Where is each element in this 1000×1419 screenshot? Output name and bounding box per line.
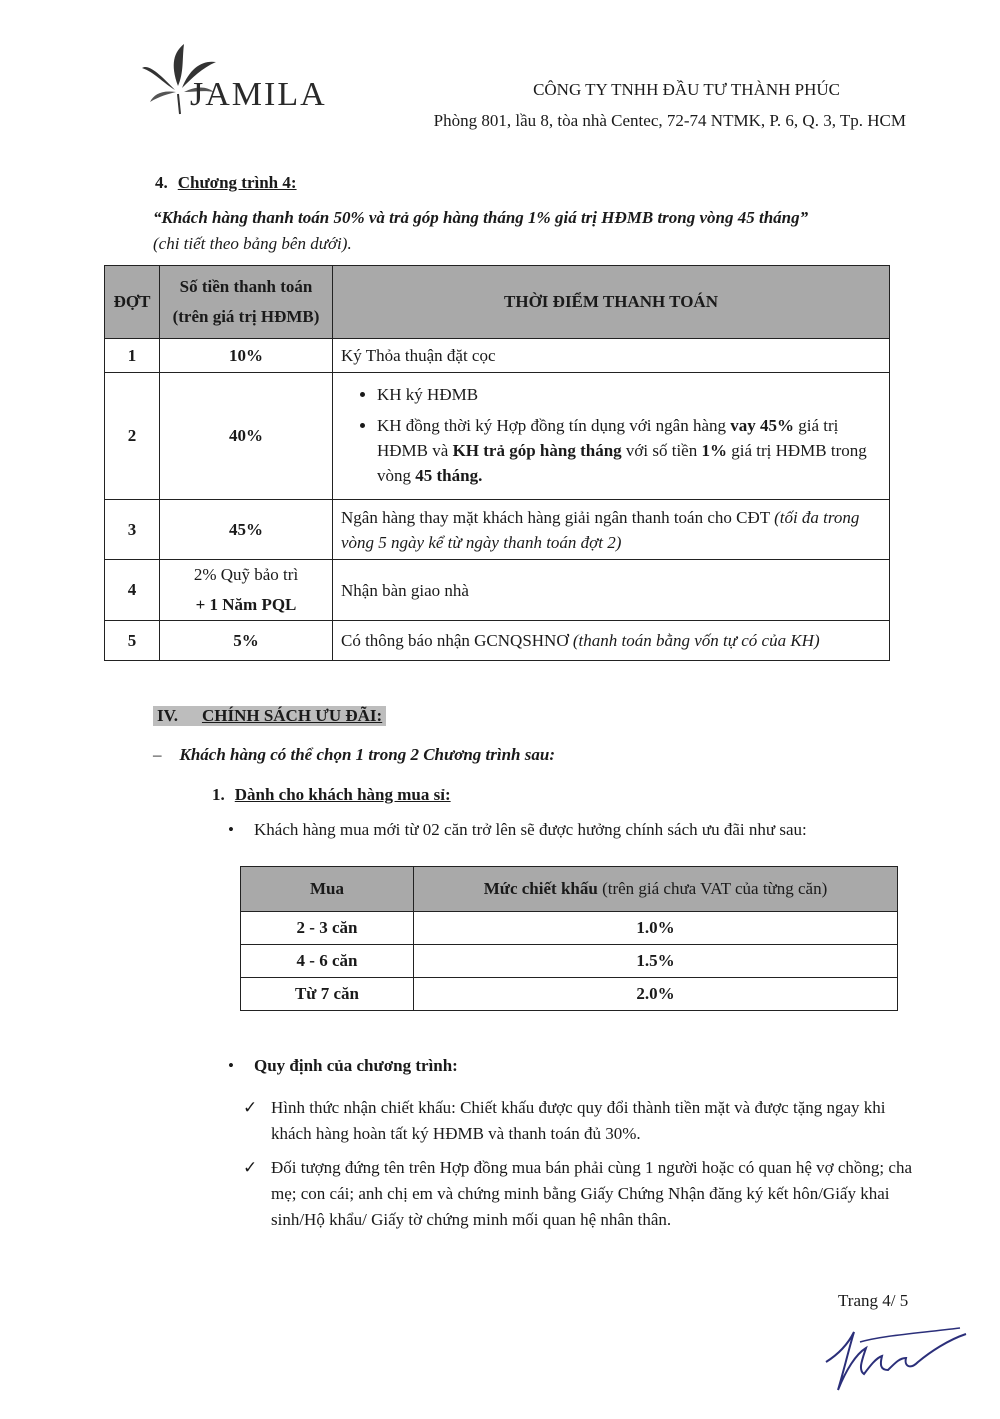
discount-header-row	[241, 867, 898, 912]
section-4-quote: “Khách hàng thanh toán 50% và trả góp hàng tháng 1% giá trị HĐMB trong vòng 45 tháng”	[153, 208, 809, 227]
rule-item-text: Hình thức nhận chiết khấu: Chiết khấu được quy đổi thành tiền mặt và được tặng ngay khi khách hàng hoàn tất ký HĐMB và thanh toán đủ 30%.	[271, 1098, 886, 1143]
wholesale-bullet	[228, 820, 807, 840]
row2-bold-2: KH trả góp hàng tháng	[452, 441, 622, 460]
wholesale-bullet-text: Khách hàng mua mới từ 02 căn trở lên sẽ được hưởng chính sách ưu đãi như sau:	[254, 820, 807, 839]
table-row	[105, 621, 890, 661]
section-iv-heading	[153, 706, 386, 726]
row4-amount	[160, 560, 333, 621]
row1-time: Ký Thỏa thuận đặt cọc	[333, 339, 890, 373]
row3-amount: 45%	[160, 500, 333, 560]
discount-table	[240, 866, 898, 1011]
table-row	[241, 945, 898, 978]
table-row	[241, 978, 898, 1011]
row4-time: Nhận bàn giao nhà	[333, 560, 890, 621]
row2-bullet-1: • KH ký HĐMB	[377, 382, 881, 407]
checkmark-icon: ✓	[243, 1158, 258, 1177]
wholesale-number: 1.	[212, 785, 225, 804]
row2-bold-1: vay 45%	[730, 416, 795, 435]
discount-rate: 2.0%	[414, 978, 898, 1011]
row5-dot: 5	[105, 621, 160, 661]
row5-time-text: Có thông báo nhận GCNQSHNƠ	[341, 631, 573, 650]
company-name: CÔNG TY TNHH ĐẦU TƯ THÀNH PHÚC	[533, 80, 840, 99]
table-row	[105, 373, 890, 500]
rules-heading	[228, 1056, 458, 1076]
row2-bold-4: 45 tháng.	[415, 466, 483, 485]
rule-item	[243, 1155, 923, 1233]
table-row	[105, 339, 890, 373]
table-row	[105, 500, 890, 560]
row2-dot: 2	[105, 373, 160, 500]
discount-header-rate-bold: Mức chiết khấu	[483, 879, 598, 898]
row2-bullet-2	[377, 413, 881, 488]
table-row	[105, 560, 890, 621]
discount-header-qty: Mua	[241, 867, 414, 912]
discount-qty: 2 - 3 căn	[241, 912, 414, 945]
checkmark-icon: ✓	[243, 1098, 258, 1117]
row2-bullet-list	[341, 382, 881, 488]
section-4-heading	[155, 173, 297, 193]
rule-item	[243, 1095, 923, 1147]
header-dot: ĐỢT	[105, 266, 160, 339]
bullet-icon: •	[228, 820, 234, 839]
discount-header-rate	[414, 867, 898, 912]
row2-text-3: với số tiền	[621, 441, 702, 460]
payment-schedule-table	[104, 265, 890, 661]
bullet-icon: •	[228, 1056, 234, 1075]
section-4-note: (chi tiết theo bảng bên dưới).	[153, 234, 352, 253]
header-amount-line1: Số tiền thanh toán	[179, 277, 313, 296]
row2-text-2: giá trị HĐMB và	[377, 416, 839, 460]
section-iv-title: CHÍNH SÁCH ƯU ĐÃI:	[201, 706, 383, 725]
row2-text-4: giá trị HĐMB trong vòng	[377, 441, 867, 485]
row5-time	[333, 621, 890, 661]
section-4-title: Chương trình 4:	[177, 173, 297, 192]
row3-time	[333, 500, 890, 560]
discount-qty: 4 - 6 căn	[241, 945, 414, 978]
row5-time-italic: (thanh toán bằng vốn tự có của KH)	[572, 631, 820, 650]
row3-time-text: Ngân hàng thay mặt khách hàng giải ngân thanh toán cho CĐT	[341, 507, 775, 527]
company-address: Phòng 801, lầu 8, tòa nhà Centec, 72-74 NTMK, P. 6, Q. 3, Tp. HCM	[433, 111, 906, 130]
row2-time	[333, 373, 890, 500]
discount-rate: 1.5%	[414, 945, 898, 978]
section-iv-number: IV.	[157, 706, 178, 725]
brand-name: JAMILA	[190, 76, 327, 113]
row4-amount-line1: 2% Quỹ bảo trì	[193, 565, 299, 584]
row2-bold-3: 1%	[701, 441, 727, 460]
row2-amount: 40%	[160, 373, 333, 500]
discount-qty: Từ 7 căn	[241, 978, 414, 1011]
header-amount	[160, 266, 333, 339]
rule-item-text: Đối tượng đứng tên trên Hợp đồng mua bán phải cùng 1 người hoặc có quan hệ vợ chồng; cha mẹ; con cái; anh chị em và chứng minh bằng Giấy Chứng Nhận đăng ký kết hôn/Giấy khai sinh/Hộ khẩu/ Giấy tờ chứng minh mối quan hệ nhân thân.	[271, 1158, 912, 1229]
discount-header-rate-normal: (trên giá chưa VAT của từng căn)	[597, 879, 828, 898]
rules-title: Quy định của chương trình:	[254, 1056, 458, 1075]
table-row	[241, 912, 898, 945]
dash-marker: –	[153, 745, 162, 764]
section-4-number: 4.	[155, 173, 168, 192]
row4-amount-line2: + 1 Năm PQL	[195, 595, 297, 614]
signature-image	[820, 1318, 970, 1398]
header-amount-line2: (trên giá trị HĐMB)	[172, 307, 320, 326]
row1-amount: 10%	[160, 339, 333, 373]
row2-text-1: KH đồng thời ký Hợp đồng tín dụng với ngân hàng	[377, 416, 731, 435]
wholesale-title: Dành cho khách hàng mua sỉ:	[234, 785, 451, 804]
row5-amount: 5%	[160, 621, 333, 661]
table-header-row	[105, 266, 890, 339]
header-time: THỜI ĐIỂM THANH TOÁN	[333, 266, 890, 339]
wholesale-heading	[212, 785, 451, 805]
row3-time-italic: (tối đa trong vòng 5 ngày kể từ ngày thanh toán đợt 2)	[341, 507, 860, 552]
row1-dot: 1	[105, 339, 160, 373]
choose-program-text: Khách hàng có thể chọn 1 trong 2 Chương trình sau:	[179, 745, 555, 764]
choose-program-line	[153, 745, 555, 765]
row3-dot: 3	[105, 500, 160, 560]
row4-dot: 4	[105, 560, 160, 621]
page-number: Trang 4/ 5	[838, 1291, 909, 1310]
discount-rate: 1.0%	[414, 912, 898, 945]
